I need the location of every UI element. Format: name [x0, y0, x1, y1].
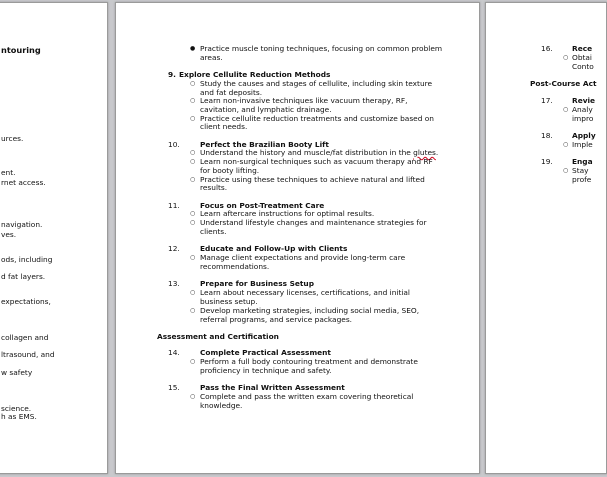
- list-number: 10.: [168, 140, 180, 149]
- list-item-text: areas.: [200, 53, 223, 62]
- list-number: 12.: [168, 244, 180, 253]
- section-heading: Assessment and Certification: [157, 332, 279, 341]
- list-number: 16.: [541, 44, 553, 53]
- list-number: 14.: [168, 348, 180, 357]
- bullet-icon: ●: [190, 45, 196, 52]
- list-item-text: Learn non-invasive techniques like vacuum therapy, RF,: [200, 96, 408, 105]
- bullet-icon: ○: [563, 141, 569, 148]
- list-item-title: Perfect the Brazilian Booty Lift: [200, 140, 329, 149]
- list-item-text: knowledge.: [200, 401, 243, 410]
- list-item-text: Conto: [572, 62, 594, 71]
- document-page-right: [485, 2, 607, 474]
- list-number: 9.: [168, 70, 176, 79]
- list-item-text: and fat deposits.: [200, 88, 263, 97]
- list-item-text: Imple: [572, 140, 593, 149]
- text-segment: .: [435, 148, 439, 157]
- page-text-line: ent.: [1, 168, 16, 177]
- list-item-title: Pass the Final Written Assessment: [200, 383, 345, 392]
- bullet-icon: ○: [563, 106, 569, 113]
- list-number: 11.: [168, 201, 180, 210]
- list-item-title: Enga: [572, 157, 593, 166]
- list-item-title: Explore Cellulite Reduction Methods: [179, 70, 331, 79]
- list-item-text: profe: [572, 175, 592, 184]
- list-item-text: Learn non-surgical techniques such as vacuum therapy and RF: [200, 157, 433, 166]
- list-item-title: Complete Practical Assessment: [200, 348, 331, 357]
- page-text-line: ltrasound, and: [1, 350, 55, 359]
- list-item-text: referral programs, and service packages.: [200, 315, 353, 324]
- page-text-line: rnet access.: [1, 178, 46, 187]
- list-item-text: Learn aftercare instructions for optimal results.: [200, 209, 375, 218]
- list-item-title: Revie: [572, 96, 596, 105]
- bullet-icon: ○: [190, 219, 196, 226]
- bullet-icon: ○: [190, 176, 196, 183]
- list-item-text: clients.: [200, 227, 227, 236]
- bullet-icon: ○: [190, 210, 196, 217]
- bullet-icon: ○: [190, 80, 196, 87]
- list-item-text: for booty lifting.: [200, 166, 260, 175]
- list-item-text: impro: [572, 114, 594, 123]
- list-number: 17.: [541, 96, 553, 105]
- list-item-text: Obtai: [572, 53, 592, 62]
- document-page-left: [0, 2, 108, 474]
- list-item-text: Practice cellulite reduction treatments and customize based on: [200, 114, 434, 123]
- bullet-icon: ○: [190, 393, 196, 400]
- list-item-text: Analy: [572, 105, 593, 114]
- bullet-icon: ○: [190, 289, 196, 296]
- bullet-icon: ○: [563, 54, 569, 61]
- list-item-title: Apply: [572, 131, 596, 140]
- page-text-line: d fat layers.: [1, 272, 46, 281]
- text-segment: Understand the history and muscle/fat distribution in the: [200, 148, 414, 157]
- list-item-text: Perform a full body contouring treatment and demonstrate: [200, 357, 418, 366]
- list-item-text: Stay: [572, 166, 589, 175]
- bullet-icon: ○: [190, 97, 196, 104]
- list-item-text: Study the causes and stages of cellulite, including skin texture: [200, 79, 433, 88]
- list-item-text: business setup.: [200, 297, 258, 306]
- list-item-text: Learn about necessary licenses, certifications, and initial: [200, 288, 410, 297]
- list-number: 13.: [168, 279, 180, 288]
- list-item-text: Understand lifestyle changes and maintenance strategies for: [200, 218, 427, 227]
- bullet-icon: ○: [190, 307, 196, 314]
- bullet-icon: ○: [190, 254, 196, 261]
- list-item-text: cavitation, and lymphatic drainage.: [200, 105, 332, 114]
- page-text-line: w safety: [1, 368, 33, 377]
- list-item-text: Practice using these techniques to achieve natural and lifted: [200, 175, 425, 184]
- page-text-line: collagen and: [1, 333, 49, 342]
- page-text-line: ntouring: [1, 45, 41, 55]
- list-item-text: results.: [200, 183, 228, 192]
- list-item-text: recommendations.: [200, 262, 270, 271]
- list-number: 15.: [168, 383, 180, 392]
- list-item-text: proficiency in technique and safety.: [200, 366, 332, 375]
- page-text-line: science.: [1, 404, 32, 413]
- document-page-main: [115, 2, 480, 474]
- misspelled-word[interactable]: glutes: [413, 148, 436, 157]
- bullet-icon: ○: [190, 149, 196, 156]
- list-item-text: Manage client expectations and provide long-term care: [200, 253, 406, 262]
- list-item-title: Educate and Follow-Up with Clients: [200, 244, 348, 253]
- list-item-text: Develop marketing strategies, including social media, SEO,: [200, 306, 420, 315]
- page-text-line: ods, including: [1, 255, 53, 264]
- page-text-line: ves.: [1, 230, 17, 239]
- bullet-icon: ○: [190, 158, 196, 165]
- list-number: 19.: [541, 157, 553, 166]
- list-item-title: Rece: [572, 44, 593, 53]
- page-text-line: urces.: [1, 134, 24, 143]
- list-item-text: client needs.: [200, 122, 248, 131]
- list-item-text: Practice muscle toning techniques, focusing on common problem: [200, 44, 443, 53]
- bullet-icon: ○: [563, 167, 569, 174]
- page-text-line: navigation.: [1, 220, 43, 229]
- bullet-icon: ○: [190, 115, 196, 122]
- list-number: 18.: [541, 131, 553, 140]
- list-item-text: Complete and pass the written exam covering theoretical: [200, 392, 414, 401]
- list-item-title: Focus on Post-Treatment Care: [200, 201, 325, 210]
- page-text-line: expectations,: [1, 297, 51, 306]
- page-text-line: h as EMS.: [1, 412, 37, 421]
- bullet-icon: ○: [190, 358, 196, 365]
- list-item-title: Prepare for Business Setup: [200, 279, 314, 288]
- section-heading: Post-Course Act: [530, 79, 597, 88]
